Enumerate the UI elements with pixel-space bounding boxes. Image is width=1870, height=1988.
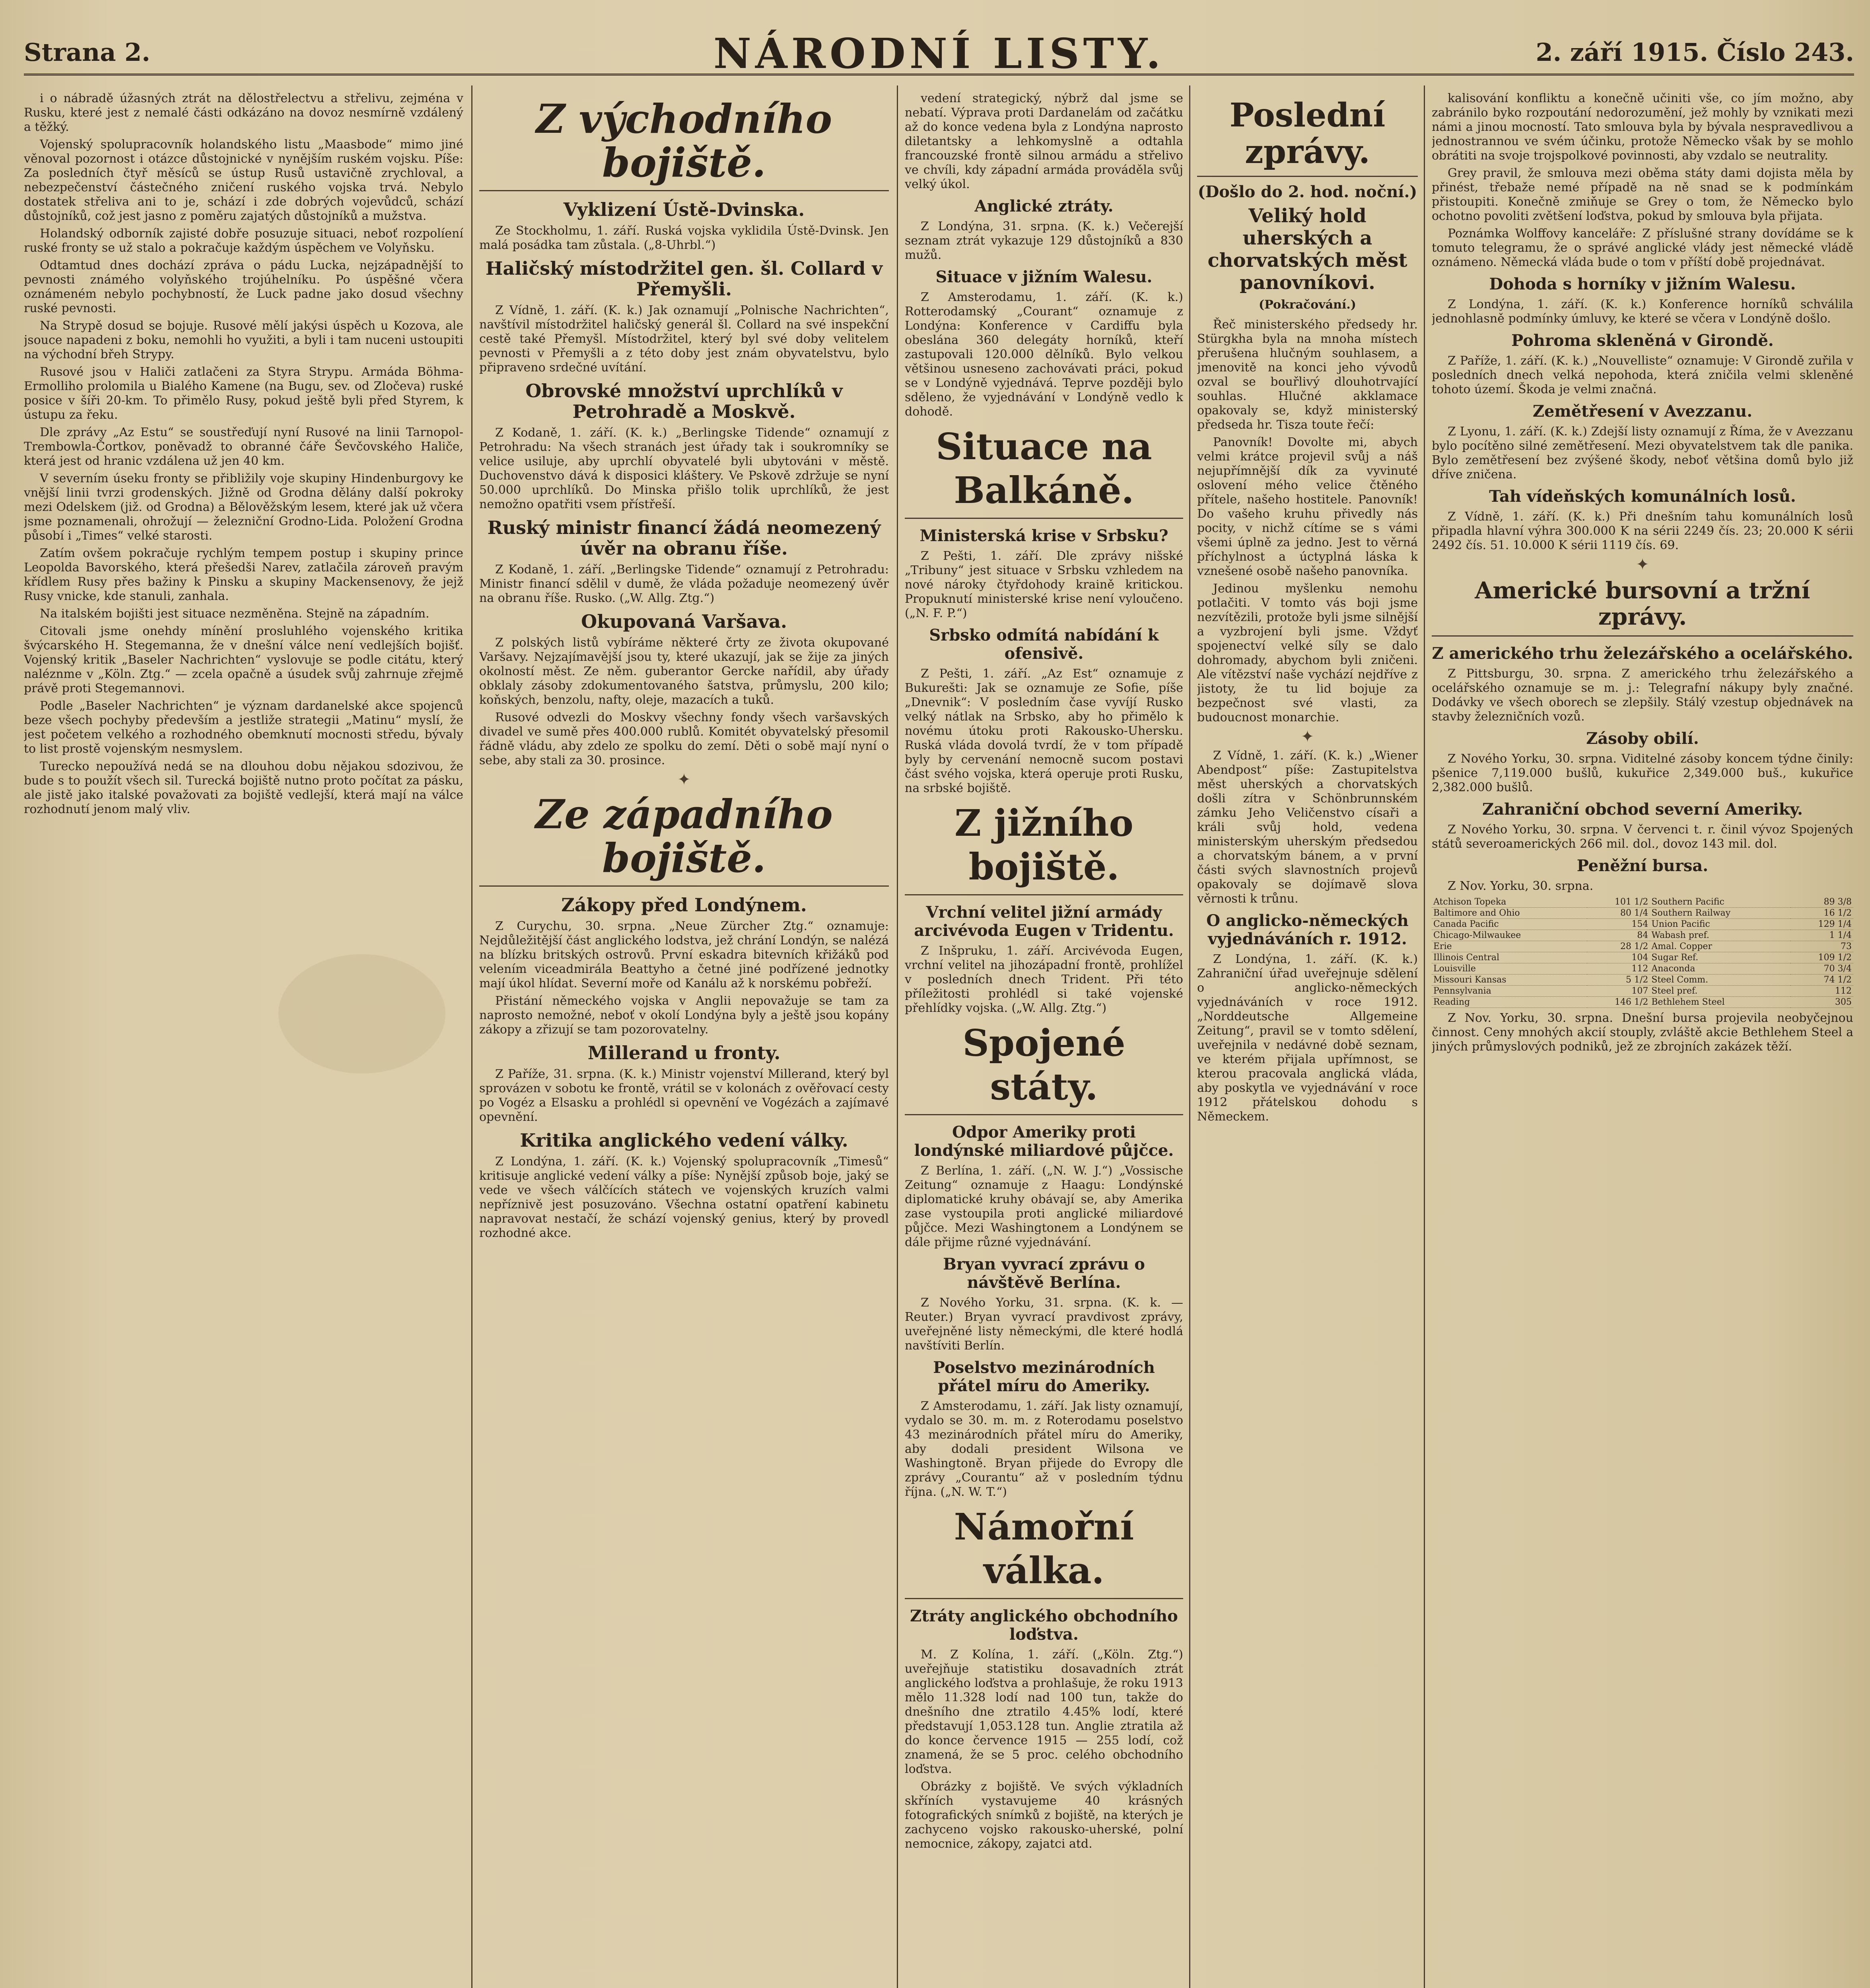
stock-price: 112 (1790, 986, 1853, 997)
article-paragraph: Grey pravil, že smlouva mezi oběma státy dami dojista měla by přinést, třebaže nemé případě na ně snad se k podmínkám přistoupiti. Konečně zmiňuje se Grey o tom, že Německo bylo ochotno povoliti zvětšení loďstva, pokud by smlouva byla přijata. (1432, 166, 1853, 223)
stock-price: 146 1/2 (1587, 997, 1650, 1008)
article-headline: Peněžní bursa. (1576, 856, 1709, 875)
article-paragraph: Ze Stockholmu, 1. září. Ruská vojska vyklidila Ústě-Dvinsk. Jen malá posádka tam zůstala. („8-Uhrbl.“) (479, 224, 889, 252)
article-paragraph: Přistání německého vojska v Anglii nepovažuje se tam za naprosto nemožné, neboť v okolí Londýna byly a ještě jsou kopány zákopy a zřizují se tam pozorovatelny. (479, 994, 889, 1037)
column-rule (1189, 85, 1190, 1988)
article-headline: Anglické ztráty. (974, 197, 1114, 215)
article-headline: Zemětřesení v Avezzanu. (1532, 402, 1753, 421)
stock-name: Erie (1432, 941, 1587, 952)
column-rule (471, 85, 472, 1988)
article-paragraph: kalisování konfliktu a konečně učiniti vše, co jím možno, aby zabránilo byko rozpoutání nedorozumění, jež mohly by vznikati mezi námi a jinou mocností. Tato smlouva byla by bývala nespravedlivou a jednostrannou ve svém účinku, protože Německo však by se mohlo obrátiti na svoje trojspolkové povinnosti, aby vzdalo se neutrality. (1432, 91, 1853, 163)
article-paragraph: Panovník! Dovolte mi, abych velmi krátce projevil svůj a náš nejupřímnější dík za vyvinuté oslovení mého velice čtěného přítele, našeho hostitele. Panovník! Do vašeho kruhu přivedly nás pocity, v nichž cítíme se s vámi všemi úplně za jedno. Jest to věrná příchylnost a úctyplná láska k vznešené osobě našeho panovníka. (1197, 435, 1418, 578)
article-paragraph: Z Londýna, 1. září. (K. k.) Zahraniční úřad uveřejnuje sdělení o anglicko-německých vyjednáváních v roce 1912. „Norddeutsche Allgemeine Zeitung“, pravil se v tomto sdělení, uveřejnila v nedávné době seznam, ve kterém přijala upřímnost, se kterou pracovala anglická vláda, aby poskytla ve vyjednávání v roce 1912 přátelskou dohodu s Německem. (1197, 952, 1418, 1124)
section-divider: ✦ (677, 771, 691, 789)
stock-price: 305 (1790, 997, 1853, 1008)
stock-row (1432, 963, 1853, 975)
article-headline: Situace v jižním Walesu. (935, 268, 1153, 286)
article-headline: Ztráty anglického obchodního loďstva. (910, 1607, 1178, 1644)
section-heading: Spojené státy. (905, 1021, 1183, 1115)
column-rule (1424, 85, 1425, 1988)
stock-price: 70 3/4 (1790, 963, 1853, 975)
article-paragraph: i o nábradě úžasných ztrát na dělostřelectvu a střelivu, zejména v Rusku, které jest z nemalé části odkázáno na dovoz nesmírně vzdálený a těžký. (24, 91, 463, 134)
stock-name: Wabash pref. (1650, 930, 1790, 941)
article-headline: Obrovské množství uprchlíků v Petrohradě a Moskvě. (525, 380, 843, 422)
stock-name: Steel pref. (1650, 986, 1790, 997)
column-1 (24, 91, 463, 1988)
article-paragraph: Turecko nepoužívá nedá se na dlouhou dobu nějakou sdozivou, že bude s to použít všech sil. Turecká bojiště nutno proto počítat za pásku, ale jistě jako italské považovati za bojiště vedlejší, která mají na válce rozhodnutí jenom malý vliv. (24, 759, 463, 816)
stock-price: 84 (1587, 930, 1650, 941)
stock-price: 80 1/4 (1587, 908, 1650, 919)
article-paragraph: Z Vídně, 1. září. (K. k.) Při dnešním tahu komunálních losů připadla hlavní výhra 300.000 K na sérii 2249 čís. 23; 20.000 K sérii 2492 čís. 51. 10.000 K sérii 1119 čís. 69. (1432, 510, 1853, 552)
stock-price: 154 (1587, 919, 1650, 930)
page-header (24, 22, 1854, 76)
article-headline: Dohoda s horníky v jižním Walesu. (1489, 275, 1796, 293)
article-paragraph: Z Kodaně, 1. září. (K. k.) „Berlingske Tidende“ oznamují z Petrohradu: Na všech stranách jest úřady tak i soukromníky se velice usiluje, aby uprchlí obyvatelé byli ubytováni v městě. Duchovenstvo dává k disposici kláštery. Ve Pskově zdržuje se nyní 50.000 uprchlíků. Do Minska přišlo tolik uprchlíků, že jest nemožno opatřiti vsem přístřeší. (479, 426, 889, 511)
article-paragraph: Zatím ovšem pokračuje rychlým tempem postup i skupiny prince Leopolda Bavorského, která přešedši Narev, zatlačila zároveň pravým křídlem Rusy přes bažiny k Pinsku a skupiny Mackensenovy, že jejž Rusy vnicke, kde stanuli, zanhala. (24, 546, 463, 603)
article-headline: Zahraniční obchod severní Ameriky. (1482, 800, 1803, 819)
article-paragraph: Z Vídně, 1. září. (K. k.) „Wiener Abendpost“ píše: Zastupitelstva měst uherských a chorvatských došli zítra v Schönbrunnském zámku Jeho Veličenstvo císaři a králi svůj hold, vedena ministerským uherským předsedou a chorvatským bánem, a v první části svých slavnostních projevů opakovaly se dojímavě slova věrnosti k trůnu. (1197, 749, 1418, 906)
article-paragraph: Rusové odvezli do Moskvy všechny fondy všech varšavských divadel ve sumě přes 400.000 rublů. Komitét obyvatelský přesomil řádně vládu, aby zdelo ze spolku do zemí. Děti o sobě mají nyní o sebe, aby stali za 30. prosince. (479, 711, 889, 767)
article-paragraph: Holandský odborník zajisté dobře posuzuje situaci, neboť rozpolíení ruské fronty se už stalo a pokračuje každým úspěchem ve Volyňsku. (24, 227, 463, 255)
stock-price: 101 1/2 (1587, 897, 1650, 908)
article-headline: Haličský místodržitel gen. šl. Collard v Přemyšli. (485, 258, 883, 300)
stock-price: 112 (1587, 963, 1650, 975)
section-heading: Poslední zprávy. (1197, 97, 1418, 177)
article-note: (Pokračování.) (1259, 298, 1356, 312)
article-headline: O anglicko-německých vyjednáváních r. 1912. (1206, 911, 1409, 948)
column-rule (897, 85, 898, 1988)
stock-name: Canada Pacific (1432, 919, 1587, 930)
article-headline: Vrchní velitel jižní armády arcivévoda Eugen v Tridentu. (914, 903, 1174, 940)
stock-name: Southern Railway (1650, 908, 1790, 919)
article-headline: Ministerská krise v Srbsku? (919, 526, 1168, 545)
column-3 (905, 91, 1183, 1988)
section-heading: Z jižního bojiště. (905, 801, 1183, 895)
article-headline: Veliký hold uherských a chorvatských měst panovníkovi. (1207, 205, 1407, 294)
stock-name: Baltimore and Ohio (1432, 908, 1587, 919)
article-paragraph: Na Strypě dosud se bojuje. Rusové mělí jakýsi úspěch u Kozova, ale jsouce napadeni z boku, nemohli ho využiti, a byli i tam nuceni ustoupiti na východní břeh Strypy. (24, 319, 463, 361)
article-paragraph: Z Amsterodamu, 1. září. (K. k.) Rotterodamský „Courant“ oznamuje z Londýna: Konference v Cardiffu byla obeslána 360 delegáty horníků, kteří zastupovali 120.000 dělníků. Bylo velkou většinou usneseno zachovávati práci, pokud se v Londýně vyjednává. Teprve později bylo sděleno, že vyjednávání v Londýně vedlo k dohodě. (905, 290, 1183, 419)
stock-table (1432, 897, 1853, 1008)
article-paragraph: Rusové jsou v Haliči zatlačeni za Styra Strypu. Armáda Böhma-Ermolliho prolomila u Bialého Kamene (na Bugu, sev. od Zločeva) ruské posice v šíři 20-km. To přimělo Rusy, pokud ještě byli před Styrem, k ústupu za řeku. (24, 365, 463, 422)
article-paragraph: Z Lyonu, 1. září. (K. k.) Zdejší listy oznamují z Říma, že v Avezzanu bylo pocítěno silné zemětřesení. Mezi obyvatelstvem tak dle panika. Bylo zemětřesení bez zvýšené škody, neboť většina domů bylo již dříve zničena. (1432, 425, 1853, 481)
article-headline: Zákopy před Londýnem. (561, 894, 807, 916)
article-paragraph: Z Nového Yorku, 31. srpna. (K. k. — Reuter.) Bryan vyvrací pravdivost zprávy, uveřejněné listy německými, dle které hodlá navštíviti Berlín. (905, 1296, 1183, 1353)
article-headline: Pohroma skleněná v Girondě. (1511, 331, 1774, 350)
stock-name: Southern Pacific (1650, 897, 1790, 908)
stock-name: Pennsylvania (1432, 986, 1587, 997)
issue-date: 2. září 1915. Číslo 243. (1536, 38, 1854, 67)
stock-price: 5 1/2 (1587, 975, 1650, 986)
stock-row (1432, 952, 1853, 963)
stock-name: Missouri Kansas (1432, 975, 1587, 986)
article-paragraph: Z Londýna, 1. září. (K. k.) Vojenský spolupracovník „Timesů“ kritisuje anglické vedení války a píše: Nynější způsob boje, jaký se vede ve všech válčících státech ve vojenských kruzích valmi nepříznivě jest posuzováno. Všechna ostatní opatření kabinetu napravovat nestačí, že schází vojenský genius, který by provedl rozhodné akce. (479, 1155, 889, 1240)
article-paragraph: Z polských listů vybíráme některé črty ze života okupované Varšavy. Nejzajímavější jsou ty, které ukazují, jak se žije za jiných okolností měst. Ze něm. guberantor Gercke nařídil, aby úřady obklaly zásoby zdokumentovaného šatstva, průmyslu, 200 kilo; koňských, benzolu, nafty, oleje, mazacích a tuků. (479, 636, 889, 707)
article-headline: Srbsko odmítá nabídání k ofensivě. (929, 626, 1159, 663)
article-paragraph: Citovali jsme onehdy mínění prosluhlého vojenského kritika švýcarského H. Stegemanna, že v dnešní válce není vedlejších bojišť. Vojenský kritik „Baseler Nachrichten“ vyslovuje se podle citátu, který naléznme v „Köln. Ztg.“ — zcela opačně a úsudek svůj zahrnuje zřejmě právě proti Stegemannovi. (24, 624, 463, 695)
article-paragraph: Z Paříže, 31. srpna. (K. k.) Ministr vojenství Millerand, který byl sprovázen v sobotu ke frontě, vrátil se v kolonách z ověřovací cesty po Vogéz a Elsasku a prohlédl si opevnění ve Vogézách a zajímavé opevnění. (479, 1067, 889, 1124)
article-paragraph: Z Paříže, 1. září. (K. k.) „Nouvelliste“ oznamuje: V Girondě zuřila v posledních dnech velká nepohoda, která zničila velmi skleněné tohoto území. Škoda je velmi značná. (1432, 354, 1853, 396)
article-headline: Zásoby obilí. (1586, 729, 1699, 748)
stock-row (1432, 930, 1853, 941)
article-paragraph: M. Z Kolína, 1. září. („Köln. Ztg.“) uveřejňuje statistiku dosavadních ztrát anglického loďstva a prohlašuje, že roku 1913 mělo 11.328 lodí nad 100 tun, takže do dnešního dne ztratilo 4.45% lodí, které představují 1,053.128 tun. Anglie ztratila až do konce července 1915 — 255 lodí, což znamená, že se 5 proc. celého obchodního loďstva. (905, 1648, 1183, 1776)
article-paragraph: Vojenský spolupracovník holandského listu „Maasbode“ mimo jiné věnoval pozornost i otázce důstojnické v nynějším ruském vojsku. Píše: Za posledních čtyř měsíců se ústup Rusů ustavičně zrychloval, a nebezpečenství částečného zničení ruského vojska trvá. Nebylo dostatek střeliva ani to je, schází i zde dobrých vojevůdců, schází důstojníků, což jest jasno z poměru zajatých důstojníků a mužstva. (24, 138, 463, 223)
section-heading: Z východního bojiště. (479, 97, 889, 191)
stock-name: Sugar Ref. (1650, 952, 1790, 963)
stock-row (1432, 897, 1853, 908)
article-paragraph: Z Nového Yorku, 30. srpna. V červenci t. r. činil vývoz Spojených států severoamerických 266 mil. dol., dovoz 143 mil. dol. (1432, 823, 1853, 851)
stock-name: Anaconda (1650, 963, 1790, 975)
article-headline: Millerand u fronty. (587, 1042, 781, 1064)
article-paragraph: Odtamtud dnes dochází zpráva o pádu Lucka, nejzápadnější to pevnosti známého volyňského trojúhelníku. Po úspěšné včera oznámeném nebylo pochybností, že Luck padne jako dosud všechny ruské pevnosti. (24, 258, 463, 315)
section-heading: Americké bursovní a tržní zprávy. (1432, 577, 1853, 637)
section-heading: Situace na Balkáně. (905, 425, 1183, 519)
article-paragraph: Z Pešti, 1. září. Dle zprávy nišské „Tribuny“ jest situace v Srbsku vzhledem na nové nároky čtyřdohody kraině kritickou. Propuknutí ministerské krise není vyloučeno. („N. F. P.“) (905, 549, 1183, 620)
article-paragraph: Z Inšpruku, 1. září. Arcivévoda Eugen, vrchní velitel na jihozápadní frontě, prohlížel v posledních dnech Trident. Při této příležitosti prohlédl si také vojenské přehlídky vojska. („W. Allg. Ztg.“) (905, 944, 1183, 1015)
article-headline: Okupovaná Varšava. (581, 611, 787, 632)
article-headline: Kritika anglického vedení války. (520, 1130, 848, 1151)
article-paragraph: Na italském bojišti jest situace nezměněna. Stejně na západním. (40, 607, 430, 621)
article-paragraph: Poznámka Wolffovy kanceláře: Z příslušné strany dovídáme se k tomuto telegramu, že o správé anglické vlády jest německé vládě oznámeno. Německá vláda bude o tom v příští době projednávat. (1432, 227, 1853, 269)
stock-row (1432, 919, 1853, 930)
stock-row (1432, 997, 1853, 1008)
stock-price: 129 1/4 (1790, 919, 1853, 930)
stock-price: 74 1/2 (1790, 975, 1853, 986)
article-headline: Z amerického trhu železářského a ocelářského. (1432, 644, 1853, 663)
stock-price: 89 3/8 (1790, 897, 1853, 908)
article-paragraph: Z Nov. Yorku, 30. srpna. (1448, 879, 1594, 893)
article-paragraph: Z Kodaně, 1. září. „Berlingske Tidende“ oznamují z Petrohradu: Ministr financí sdělil v dumě, že vláda požaduje neomezený úvěr na obranu říše. Rusko. („W. Allg. Ztg.“) (479, 563, 889, 605)
stock-price: 109 1/2 (1790, 952, 1853, 963)
stock-price: 1 1/4 (1790, 930, 1853, 941)
article-headline: Tah vídeňských komunálních losů. (1489, 487, 1796, 506)
article-paragraph: Z Nového Yorku, 30. srpna. Viditelné zásoby koncem týdne činily: pšenice 7,119.000 bušlů, kukuřice 2,349.000 buš., kukuřice 2,382.000 bušlů. (1432, 752, 1853, 794)
stock-price: 28 1/2 (1587, 941, 1650, 952)
stock-name: Union Pacific (1650, 919, 1790, 930)
article-paragraph: Z Pittsburgu, 30. srpna. Z amerického trhu železářského a ocelářského oznamuje se m. j.: Telegrafní nákupy byly značné. Dodávky ve všech oborech se zlepšily. Stálý vzestup objednávek na stavby železničních vozů. (1432, 667, 1853, 724)
page-number: Strana 2. (24, 38, 150, 67)
article-paragraph: Dle zprávy „Az Estu“ se soustřeďují nyní Rusové na linii Tarnopol-Trembowla-Čortkov, poněvadž to obranné čáře Ševčovského Haliče, která jest od hranic vzdálena už jen 40 km. (24, 425, 463, 468)
article-paragraph: Řeč ministerského předsedy hr. Stürgkha byla na mnoha místech přerušena hlučným souhlasem, a jmenovitě na konci jeho vývodů ozval se bouřlivý dlouhotrvající souhlas. Hlučné akklamace opakovaly se, když ministerský předseda hr. Tisza toute řečí: (1197, 318, 1418, 432)
stock-price: 16 1/2 (1790, 908, 1853, 919)
stock-name: Illinois Central (1432, 952, 1587, 963)
article-headline: Bryan vyvrací zprávu o návštěvě Berlína. (943, 1255, 1145, 1292)
stock-row (1432, 941, 1853, 952)
article-paragraph: Z Amsterodamu, 1. září. Jak listy oznamují, vydalo se 30. m. m. z Roterodamu poselstvo 43 mezinárodních přátel míru do Ameriky, aby dodali president Wilsona ve Washingtoně. Bryan přijede do Evropy dle zprávy „Courantu“ až v posledním týdnu října. („N. W. T.“) (905, 1399, 1183, 1499)
article-headline: Ruský ministr financí žádá neomezený úvěr na obranu říše. (487, 517, 881, 559)
article-paragraph: Z Berlína, 1. září. („N. W. J.“) „Vossische Zeitung“ oznamuje z Haagu: Londýnské diplomatické kruhy obávají se, aby Amerika zase vystoupila proti anglické miliardové půjčce. Mezi Washingtonem a Londýnem se dále přijme různé vyjednávání. (905, 1164, 1183, 1249)
stock-name: Louisville (1432, 963, 1587, 975)
column-4 (1197, 91, 1418, 1988)
article-paragraph: V severním úseku fronty se přibližily voje skupiny Hindenburgovy ke vnější linii tvrzi grodenských. Jižně od Grodna dělány další pokroky mezi Odelskem (již. od Grodna) a Bělověžským lesem, které jak už včera jsme poznamenali, ohrožují — železniční Grodno-Lida. Položení Grodna působí i „Times“ velké starosti. (24, 472, 463, 543)
article-paragraph: Z Londýna, 1. září. (K. k.) Konference horníků schválila jednohlasně podmínky úmluvy, ke které se včera v Londýně došlo. (1432, 297, 1853, 326)
article-paragraph: Jedinou myšlenku nemohu potlačiti. V tomto vás boji jsme nezvítězili, protože byli jsme silnější a vyzbrojení byli jsme. Vždyť spojenectví velké síly se dalo dohromady, abychom byli zničeni. Ale vítězství naše vychází nejdříve z jistoty, že tu lid bojuje za bezpečnost své vlasti, za budoucnost monarchie. (1197, 582, 1418, 724)
stock-price: 73 (1790, 941, 1853, 952)
article-paragraph: Z Pešti, 1. září. „Az Est“ oznamuje z Bukurešti: Jak se oznamuje ze Sofie, píše „Dnevnik“: V posledním čase vyvíjí Rusko velký nátlak na Srbsko, aby ho přimělo k novému útoku proti Rakousko-Uhersku. Ruská vláda dovolá tvrdí, že v tom případě byly by cervenání nemocně sucom postavi část svého vojska, která operuje proti Rusku, na srbské bojiště. (905, 667, 1183, 795)
column-5 (1432, 91, 1853, 1988)
stock-name: Atchison Topeka (1432, 897, 1587, 908)
section-divider: ✦ (1300, 728, 1314, 746)
section-heading: Ze západního bojiště. (479, 792, 889, 887)
masthead: NÁRODNÍ LISTY. (713, 29, 1165, 78)
section-heading: Námořní válka. (905, 1505, 1183, 1599)
article-paragraph: Z Curychu, 30. srpna. „Neue Zürcher Ztg.“ oznamuje: Nejdůležitější část anglického lodstva, jež chrání Londýn, se nalézá na blízku britských ostrovů. První eskadra bitevních křižáků pod velením viceadmirála Beattyho a četné jiné podřízené jednotky mají úkol hlídat. Severní moře od Kanálu až k norskému pobřeží. (479, 919, 889, 990)
article-paragraph: Z Nov. Yorku, 30. srpna. Dnešní bursa projevila neobyčejnou činnost. Ceny mnohých akcií stouply, zvláště akcie Bethlehem Steel a jiných průmyslových podniků, jež ze zbrojních zakázek těží. (1432, 1011, 1853, 1054)
stock-row (1432, 908, 1853, 919)
article-headline: Poselstvo mezinárodních přátel míru do Ameriky. (933, 1358, 1155, 1395)
stock-price: 107 (1587, 986, 1650, 997)
article-paragraph: Podle „Baseler Nachrichten“ je význam dardanelské akce spojenců beze všech pochyby především a jestliže strategii „Matinu“ myslí, že jest početem velkého a rozhodného obemknutí mocnosti středu, bývaly to list prostě vojenským nesmyslem. (24, 699, 463, 756)
article-paragraph: vedení strategický, nýbrž dal jsme se nebatí. Výprava proti Dardanelám od začátku až do konce vedena byla z Londýna naprosto diletantsky a lehkomyslně a odtahla francouzské frontě silnou armádu a střelivo ve chvíli, kdy západní armáda prováděla svůj velký úkol. (905, 91, 1183, 191)
article-paragraph: Obrázky z bojiště. Ve svých výkladních skříních vystavujeme 40 krásných fotografických snímků z bojiště, na kterých je zachyceno vojsko rakousko-uherské, polní nemocnice, zákopy, zajatci atd. (905, 1780, 1183, 1851)
stock-row (1432, 975, 1853, 986)
stock-row (1432, 986, 1853, 997)
stock-name: Reading (1432, 997, 1587, 1008)
article-paragraph: Z Vídně, 1. září. (K. k.) Jak oznamují „Polnische Nachrichten“, navštívil místodržitel haličský generál šl. Collard na své inspekční cestě také Přemyšl. Místodržitel, který byl své doby velitelem pevnosti v Přemyšli a z této doby jest znám obyvatelstvu, bylo připraveno srdečné uvítání. (479, 303, 889, 375)
column-2 (479, 91, 889, 1988)
article-paragraph: Z Londýna, 31. srpna. (K. k.) Večerejší seznam ztrát vykazuje 129 důstojníků a 830 mužů. (905, 219, 1183, 262)
stock-price: 104 (1587, 952, 1650, 963)
stock-name: Amal. Copper (1650, 941, 1790, 952)
section-divider: ✦ (1636, 555, 1649, 574)
article-headline: Odpor Ameriky proti londýnské miliardové půjčce. (914, 1123, 1174, 1160)
article-note: (Došlo do 2. hod. noční.) (1197, 182, 1417, 201)
article-headline: Vyklizení Ústě-Dvinska. (563, 199, 805, 220)
stock-name: Bethlehem Steel (1650, 997, 1790, 1008)
stock-name: Steel Comm. (1650, 975, 1790, 986)
stock-name: Chicago-Milwaukee (1432, 930, 1587, 941)
